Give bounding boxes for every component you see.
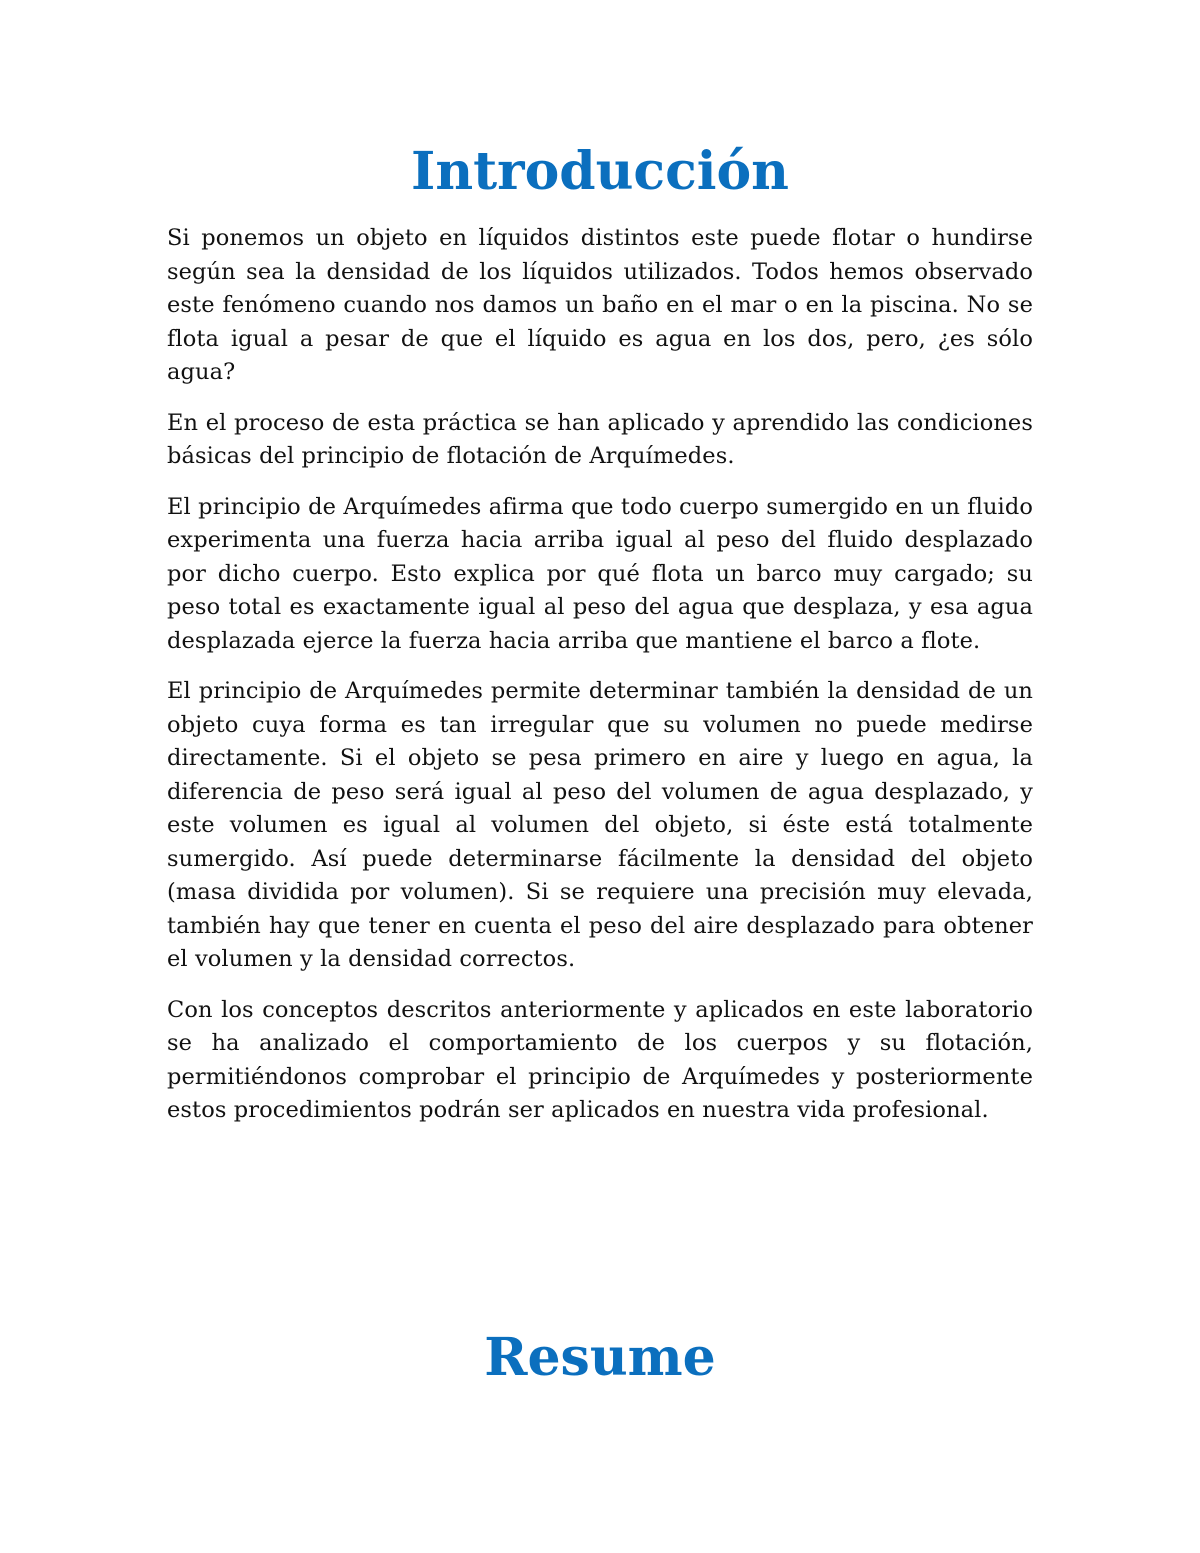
- introduction-body: [167, 222, 1033, 1145]
- paragraph-5: Con los conceptos descritos anteriormente y aplicados en este laboratorio se ha analizado el comportamiento de los cuerpos y su flotación, permitiéndonos comprobar el principio de Arquímedes y posteriormente estos procedimientos podrán ser aplicados en nuestra vida profesional.: [167, 996, 1033, 1123]
- paragraph-1: Si ponemos un objeto en líquidos distintos este puede flotar o hundirse según sea la densidad de los líquidos utilizados. Todos hemos observado este fenómeno cuando nos damos un baño en el mar o en la piscina. No se flota igual a pesar de que el líquido es agua en los dos, pero, ¿es sólo agua?: [167, 225, 1033, 385]
- paragraph-4: El principio de Arquímedes permite determinar también la densidad de un objeto cuya forma es tan irregular que su volumen no puede medirse directamente. Si el objeto se pesa primero en aire y luego en agua, la diferencia de peso será igual al peso del volumen de agua desplazado, y este volumen es igual al volumen del objeto, si éste está totalmente sumergido. Así puede determinarse fácilmente la densidad del objeto (masa dividida por volumen). Si se requiere una precisión muy elevada, también hay que tener en cuenta el peso del aire desplazado para obtener el volumen y la densidad correctos.: [167, 678, 1033, 972]
- paragraph-2: En el proceso de esta práctica se han aplicado y aprendido las condiciones básicas del principio de flotación de Arquímedes.: [167, 409, 1033, 469]
- resume-heading: Resume: [484, 1327, 716, 1388]
- introduction-heading: Introducción: [411, 141, 789, 202]
- paragraph-3: El principio de Arquímedes afirma que todo cuerpo sumergido en un fluido experimenta una fuerza hacia arriba igual al peso del fluido desplazado por dicho cuerpo. Esto explica por qué flota un barco muy cargado; su peso total es exactamente igual al peso del agua que desplaza, y esa agua desplazada ejerce la fuerza hacia arriba que mantiene el barco a flote.: [167, 493, 1033, 654]
